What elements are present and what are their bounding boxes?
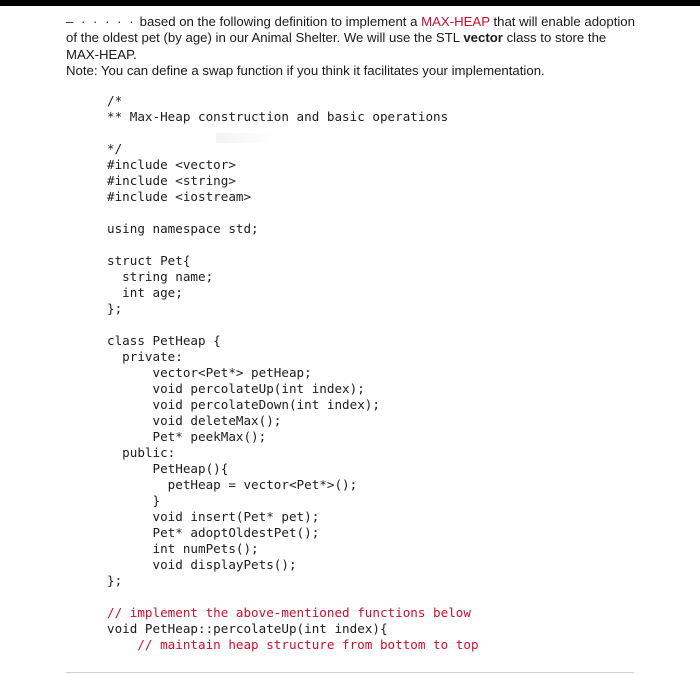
- code-line: class PetHeap {: [107, 333, 221, 348]
- code-line: [107, 237, 479, 253]
- code-line: }: [107, 493, 161, 508]
- code-line: private:: [107, 349, 183, 364]
- intro-part-1: based on the following definition to implement a: [139, 14, 422, 29]
- code-line: int numPets();: [107, 541, 259, 556]
- code-line: void insert(Pet* pet);: [107, 509, 320, 524]
- code-line: void deleteMax();: [107, 413, 282, 428]
- code-line: struct Pet{: [107, 253, 191, 268]
- max-heap-term: MAX-HEAP: [421, 14, 490, 29]
- code-line: void displayPets();: [107, 557, 297, 572]
- vector-term: vector: [463, 30, 503, 46]
- note-line: Note: You can define a swap function if you think it facilitates your implementation.: [66, 62, 545, 78]
- code-line: PetHeap(){: [107, 461, 229, 476]
- code-line: /*: [107, 93, 123, 108]
- code-line: petHeap = vector<Pet*>();: [107, 477, 358, 492]
- code-line: };: [107, 573, 123, 588]
- code-block: [107, 93, 479, 653]
- code-line: // implement the above-mentioned functions below: [107, 605, 471, 620]
- bottom-divider: [66, 672, 634, 673]
- code-line: ** Max-Heap construction and basic operations: [107, 109, 449, 124]
- question-text: [66, 14, 636, 79]
- intro-part-2: that will enable adoption of the oldest pet (by age) in our Animal Shelter. We will use the STL: [66, 14, 635, 46]
- code-line: // maintain heap structure from bottom to top: [107, 637, 479, 652]
- top-bar: [0, 0, 700, 6]
- code-line: void percolateDown(int index);: [107, 397, 380, 412]
- truncated-marker: – · · · · ·: [66, 14, 136, 29]
- code-line: [107, 205, 479, 221]
- code-line: [107, 125, 479, 141]
- code-line: int age;: [107, 285, 183, 300]
- code-line: #include <string>: [107, 173, 236, 188]
- code-line: [107, 589, 479, 605]
- code-line: void percolateUp(int index);: [107, 381, 365, 396]
- code-line: #include <iostream>: [107, 189, 252, 204]
- code-line: public:: [107, 445, 176, 460]
- code-line: */: [107, 141, 123, 156]
- code-line: };: [107, 301, 123, 316]
- code-line: using namespace std;: [107, 221, 259, 236]
- code-line: void PetHeap::percolateUp(int index){: [107, 621, 388, 636]
- code-line: #include <vector>: [107, 157, 236, 172]
- intro-part-3: class to store the MAX-HEAP.: [66, 30, 607, 62]
- code-line: [107, 317, 479, 333]
- code-line: Pet* peekMax();: [107, 429, 267, 444]
- code-line: vector<Pet*> petHeap;: [107, 365, 312, 380]
- code-line: Pet* adoptOldestPet();: [107, 525, 320, 540]
- code-line: string name;: [107, 269, 214, 284]
